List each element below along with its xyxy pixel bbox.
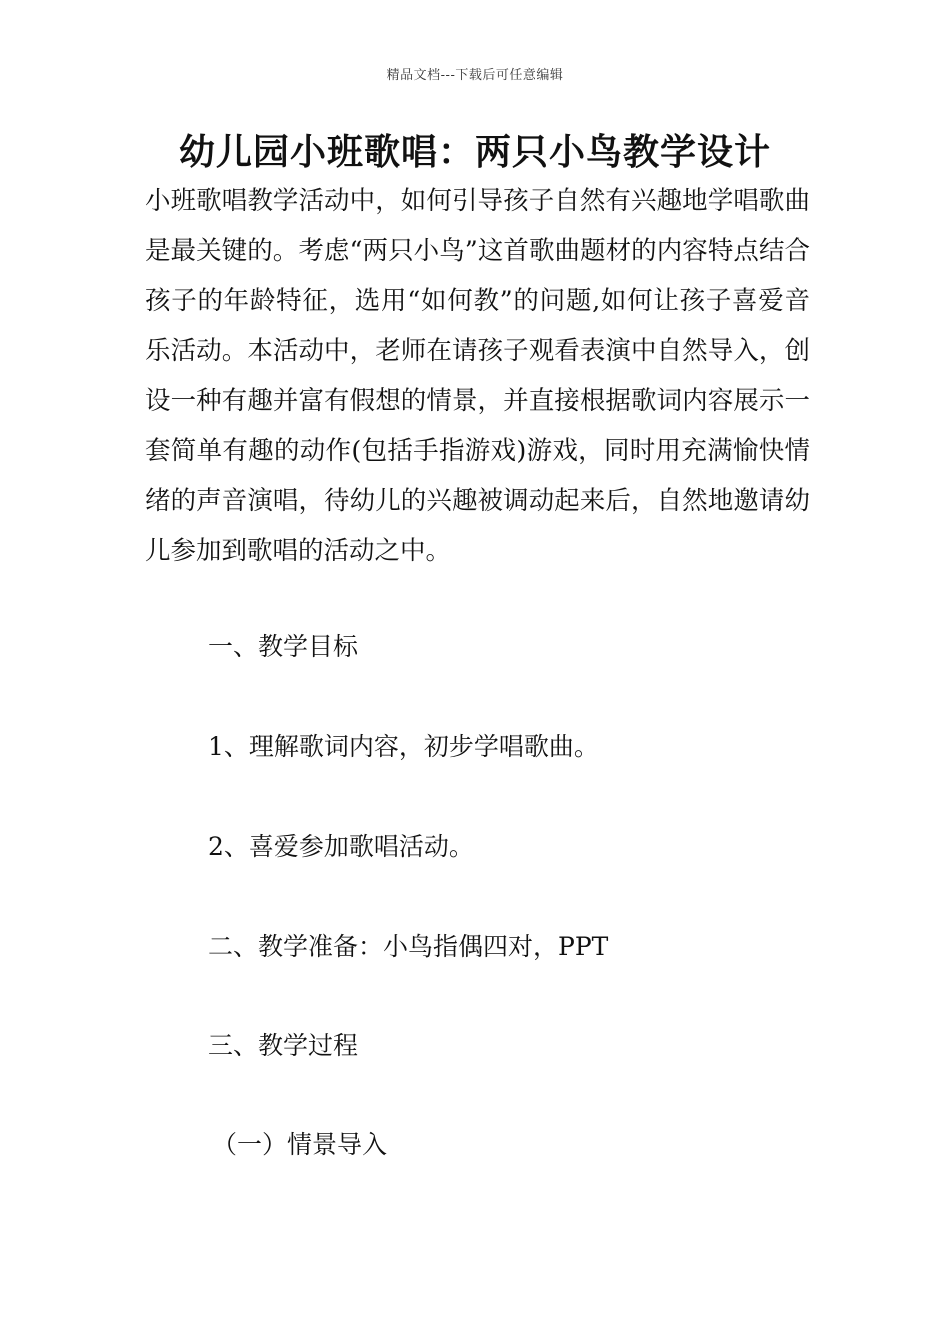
document-title: 幼儿园小班歌唱：两只小鸟教学设计: [178, 132, 771, 173]
page-header: 精品文档---下载后可任意编辑: [386, 68, 564, 83]
section-heading-preparation: 二、教学准备：小鸟指偶四对，PPT: [208, 932, 609, 961]
goal-item-2: 2、喜爱参加歌唱活动。: [208, 832, 474, 861]
section-heading-process: 三、教学过程: [208, 1031, 359, 1060]
section-heading-goals: 一、教学目标: [208, 632, 359, 661]
goal-item-1: 1、理解歌词内容，初步学唱歌曲。: [208, 732, 599, 761]
subsection-heading-intro: （一）情景导入: [212, 1130, 388, 1159]
intro-paragraph: 小班歌唱教学活动中，如何引导孩子自然有兴趣地学唱歌曲是最关键的。考虑“两只小鸟”这首歌曲题材的内容特点结合孩子的年龄特征，选用“如何教”的问题,如何让孩子喜爱音乐活动。本活动中，老师在请孩子观看表演中自然导入，创设一种有趣并富有假想的情景，并直接根据歌词内容展示一套简单有趣的动作(包括手指游戏)游戏，同时用充满愉快情绪的声音演唱，待幼儿的兴趣被调动起来后，自然地邀请幼儿参加到歌唱的活动之中。: [145, 186, 810, 566]
